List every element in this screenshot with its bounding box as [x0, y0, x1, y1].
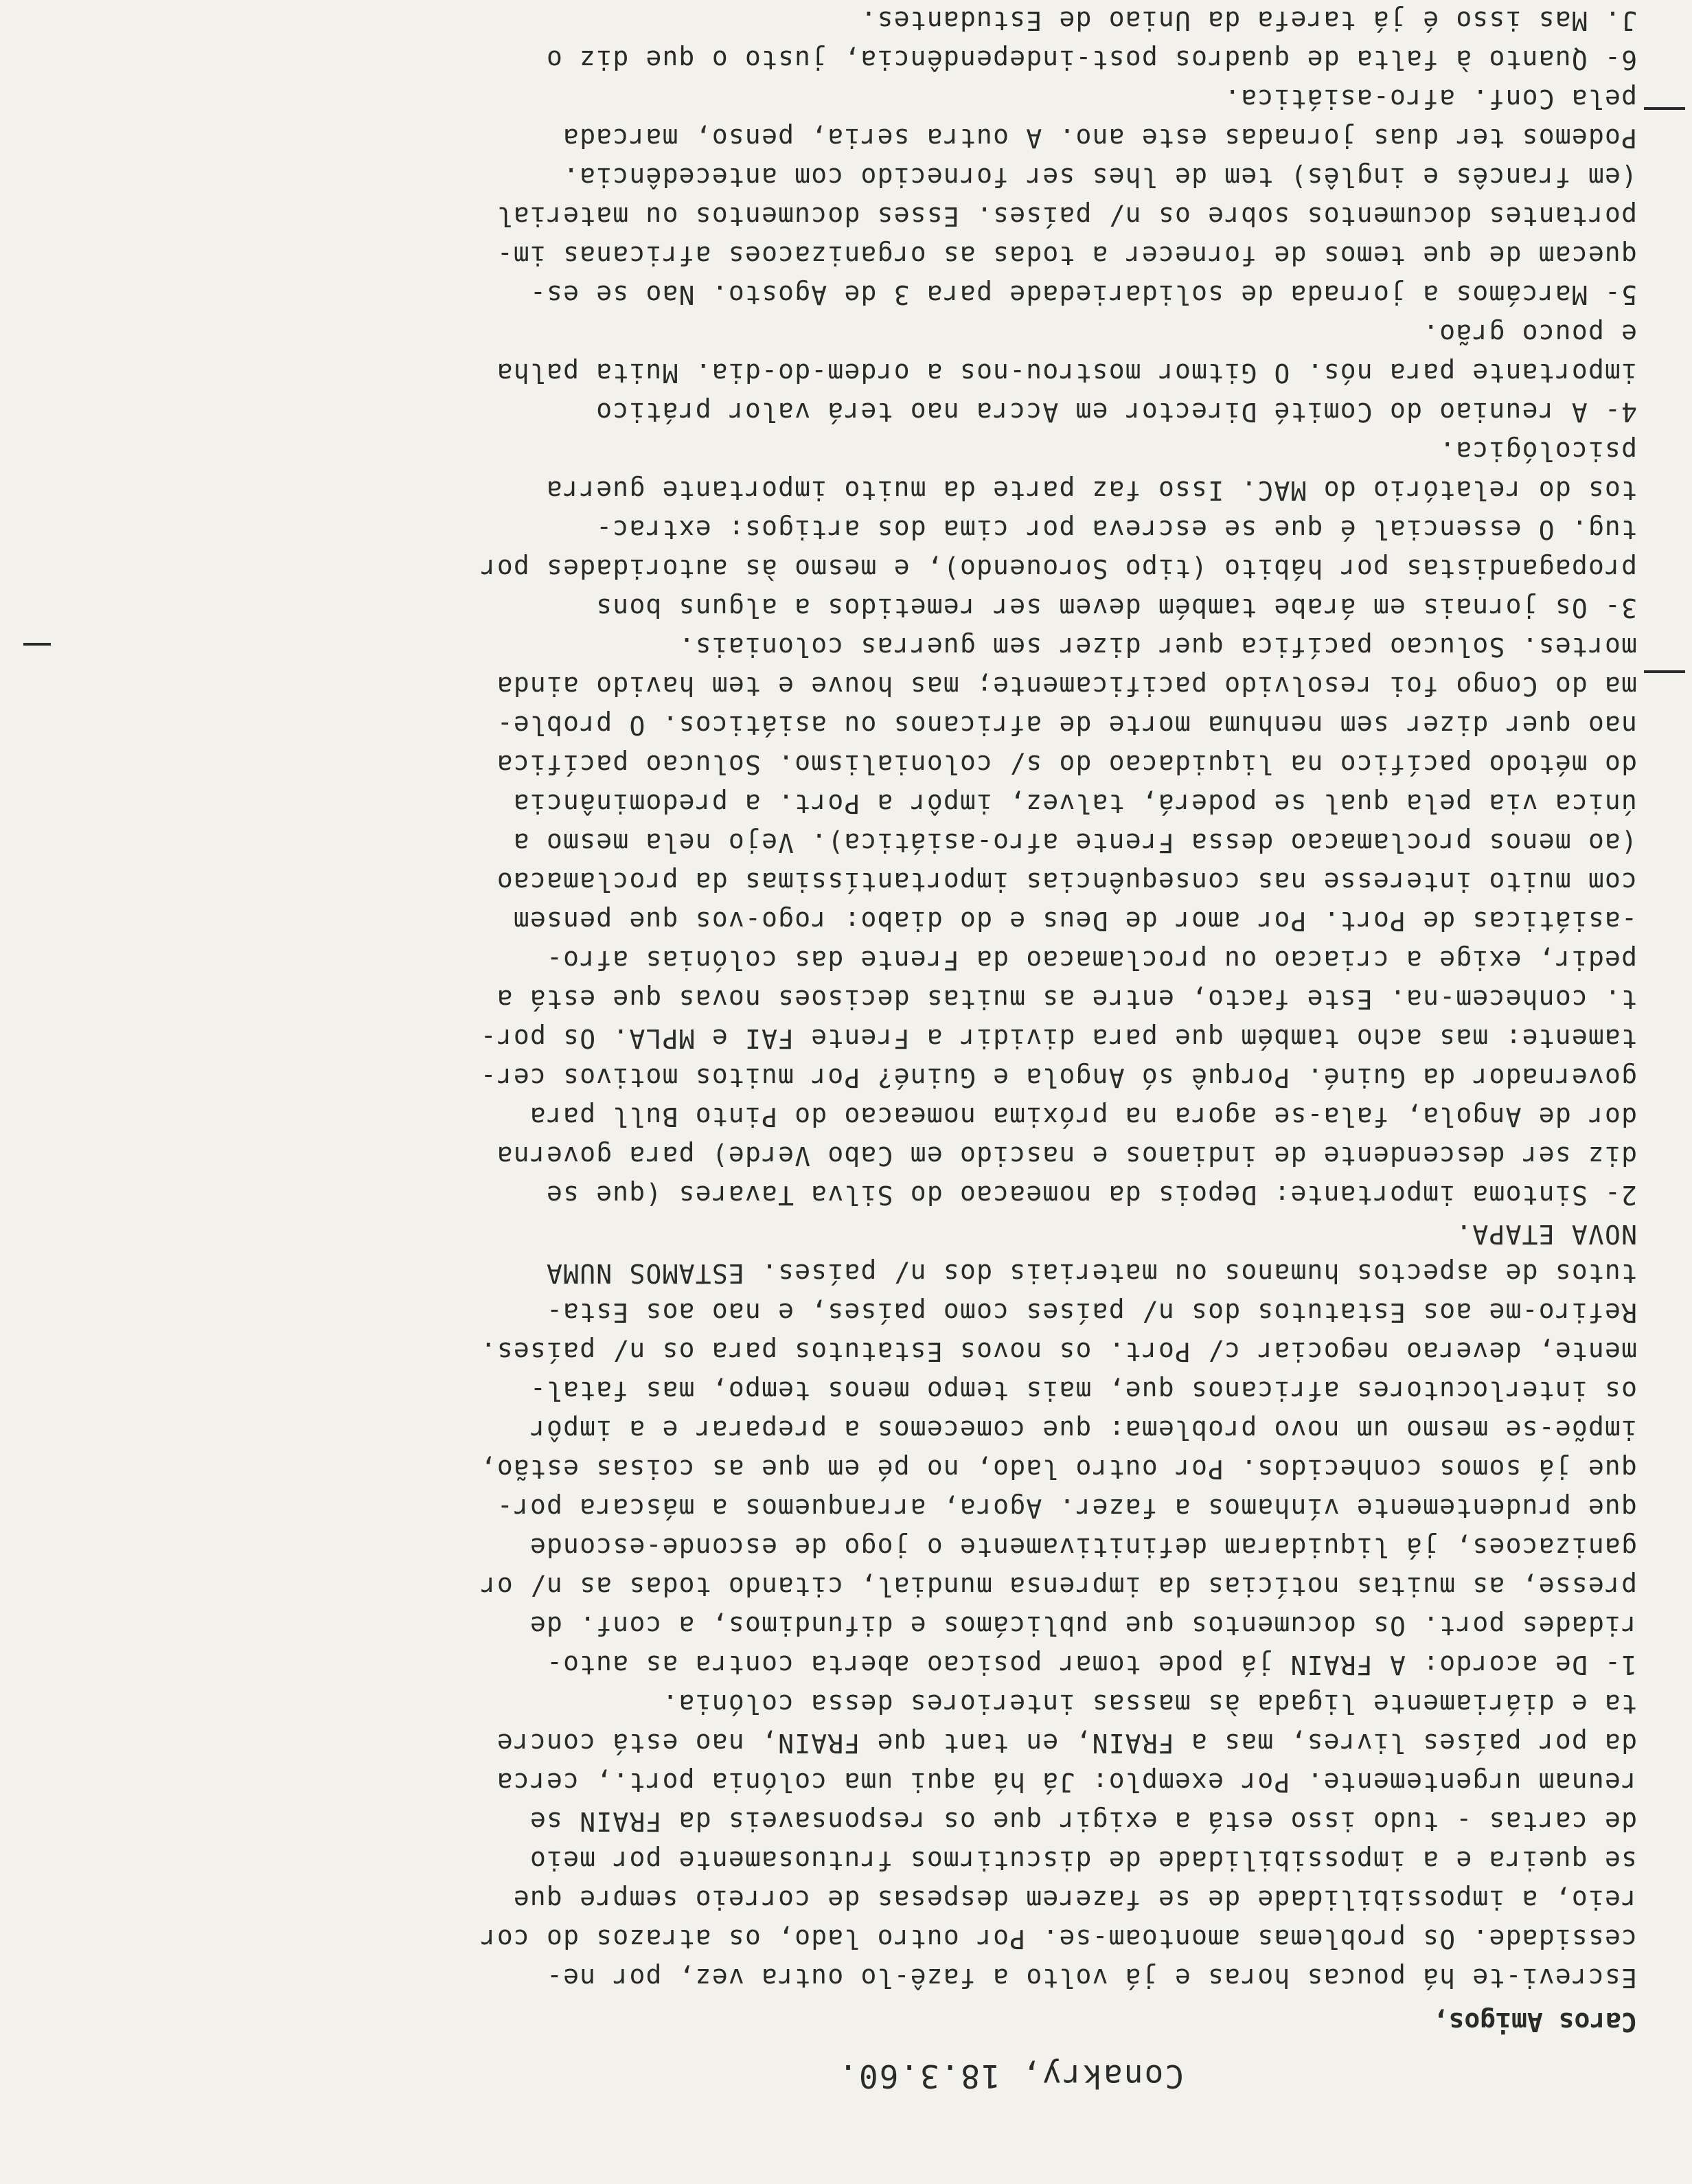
paragraph-3: 3- Os jornais em árabe também devem ser remetidos a alguns bons propagandistas por hábito (tipo Sorouendo), e mesmo às autoridades por tug. O essencial é que se escreva por cima dos artigos: extrac- tos do relatório do MAC. Isso faz parte da muito importante guerra psicológica.: [479, 436, 1637, 623]
paragraph-4: 4- A reuniao do Comité Director em Accra nao terá valor prático importante para nós. O Gitmor mostrou-nos a ordem-do-dia. Muita palha e pouco grão.: [496, 319, 1637, 427]
margin-pen-mark: [1644, 107, 1685, 110]
margin-pen-mark: [23, 643, 51, 646]
letter-salutation: Caros Amigos,: [1432, 2007, 1637, 2037]
letter-body: [51, 0, 1637, 2095]
paragraph-1: 1- De acordo: A FRAIN já pode tomar posicao aberta contra as auto- ridades port. Os documentos que publicámos e difundimos, a conf. de presse, as muitas notícias da imprensa mundial, citando todas as n/ or ganizacoes, já liquidaram definitivamente o jogo de esconde-esconde que prudentemente vínhamos a fazer. Agora, arranquemos a máscara por- que já somos conhecidos. Por outro lado, no pé em que as coisas estão, impõe-se mesmo um novo problema: que comecemos a preparar e a impôr os interlocutores africanos que, mais tempo menos tempo, mas fatal- mente, deverao negociar c/ Port. os novos Estatutos para os n/ países. Refiro-me aos Estatutos dos n/ países como países, e nao aos Esta- tutos de aspectos humanos ou materiais dos n/ países. ESTAMOS NUMA NOVA ETAPA.: [479, 1219, 1637, 1680]
paragraph-2: 2- Sintoma importante: Depois da nomeacao do Silva Tavares (que se diz ser descendente de indianos e nascido em Cabo Verde) para governa dor de Angola, fala-se agora na próxima nomeacao do Pinto Bull para governador da Guiné. Porquê só Angola e Guiné? Por muitos motivos cer- tamente: mas acho também que para dividir a Frente FAI e MPLA. Os por- t. conhecem-na. Este facto, entre as muitas decisoes novas que está a pedir, exige a criacao ou proclamacao da Frente das colónias afro- -asiáticas de Port. Por amor de Deus e do diabo: rogo-vos que pensem com muito interesse nas consequências importantíssimas da proclamacao (ao menos proclamacao dessa Frente afro-asiática). Vejo nela mesmo a única via pela qual se poderá, talvez, impôr a Port. a predominância do método pacífico na liquidacao do s/ colonialismo. Solucao pacífica nao quer dizer sem nenhuma morte de africanos ou asiáticos. O proble- ma do Congo foi resolvido pacificamente; mas houve e tem havido ainda mortes. Solucao pacífica quer dizer sem guerras coloniais.: [479, 632, 1637, 1210]
paragraph-6: 6- Quanto à falta de quadros post-independência, justo o que diz o J. Mas isso é já tarefa da Uniao de Estudantes.: [545, 5, 1637, 75]
letter-dateline: Conakry, 18.3.60.: [837, 2058, 1184, 2095]
paragraph-7: [51, 0, 1637, 1]
paragraph-5: 5- Marcámos a jornada de solidariedade para 3 de Agosto. Nao se es- quecam de que temos de fornecer a todas as organizacoes africanas im- portantes documentos sobre os n/ países. Esses documentos ou material (em francês e inglês) tem de lhes ser fornecido com antecedência. Podemos ter duas jornadas este ano. A outra seria, penso, marcada pela Conf. afro-asiática.: [496, 84, 1637, 310]
paragraph-intro: Escrevi-te há poucas horas e já volto a fazê-lo outra vez, por ne- cessidade. Os problemas amontoam-se. Por outro lado, os atrazos do cor reio, a impossibilidade de se fazerem despesas de correio sempre que se queira e a impossibilidade de discutirmos frutuosamente por meio de cartas - tudo isso está a exigir que os responsaveis da FRAIN se reunam urgentemente. Por exemplo: Já há aqui uma colónia port., cerca da por países livres, mas a FRAIN, en tant que FRAIN, nao está concre ta e diáriamente ligada às massas interiores dessa colónia.: [479, 1689, 1637, 1993]
margin-pen-mark: [1644, 670, 1685, 673]
